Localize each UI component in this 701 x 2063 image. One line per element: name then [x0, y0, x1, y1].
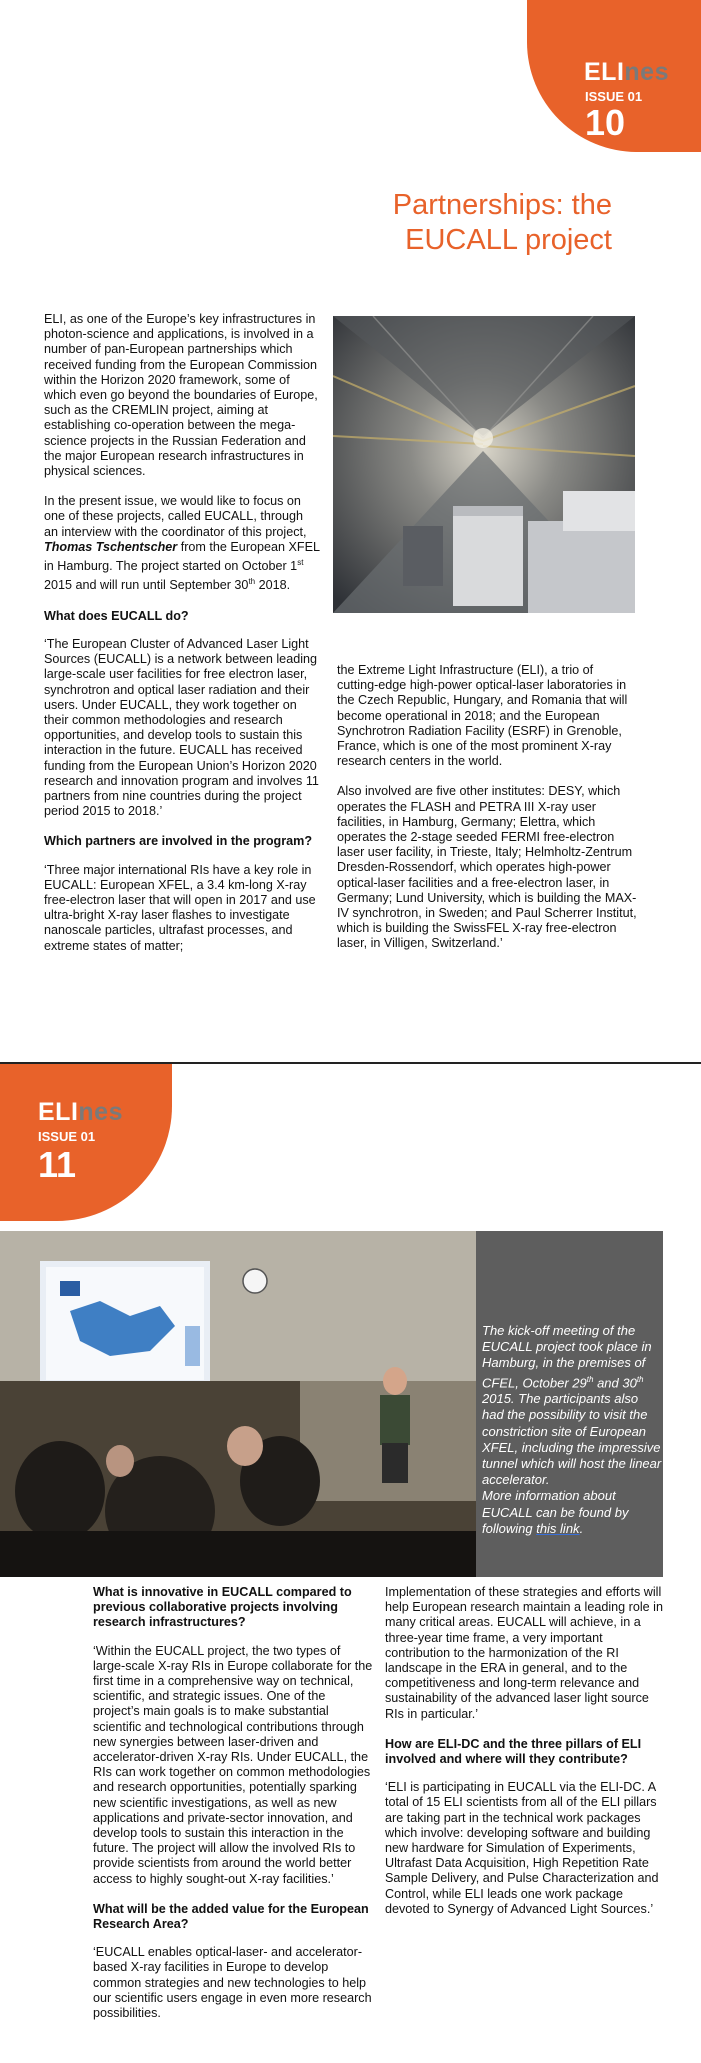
right-column: [385, 1585, 665, 1932]
tunnel-illustration: [333, 316, 635, 613]
question-added-value: What will be the added value for the European Research Area?: [93, 1901, 369, 1932]
brand-logo: ELInes: [38, 1098, 123, 1126]
focus-paragraph: In the present issue, we would like to focus on one of these projects, called EUCALL, through an interview with the coordinator of this project, Thomas Tschentscher from the European XFEL in Hamburg. The project started on October 1st 2015 and will run until September 30th 2018.: [44, 494, 320, 593]
right-column: [337, 663, 637, 967]
answer-innovative: ‘Within the EUCALL project, the two types of large-scale X-ray RIs in Europe collaborate for the first time in a comprehensive way on technical, scientific, and strategic issues. One of the project’s main goals is to make substantial scientific and technological contributions through new synergies between laser-driven and accelerator-driven X-ray RIs. Under EUCALL, the RIs can work together on common methodologies and research opportunities, potentially sparking new scientific investigations, as well as new applications and private-sector innovation, and develop tools to sustain this interaction in the future. The project will allow the involved RIs to provide scientists from around the world better access to highly sought-out X-ray facilities.’: [93, 1643, 373, 1886]
question-innovative: What is innovative in EUCALL compared to previous collaborative projects involving research infrastructures?: [93, 1585, 352, 1630]
issue-label: ISSUE 01: [585, 89, 643, 104]
answer-added-value: ‘EUCALL enables optical-laser- and accelerator-based X-ray facilities in Europe to develop common strategies and new technologies to help our scientific users engage in even more research possibilities.: [93, 1945, 372, 2021]
question-1: What does EUCALL do?: [44, 608, 189, 623]
title-line-1: Partnerships: the: [392, 189, 612, 221]
left-column: [93, 1585, 375, 2036]
title-line-2: EUCALL project: [405, 224, 612, 256]
institutes-paragraph: Also involved are five other institutes: DESY, which operates the FLASH and PETRA III X-ray user facilities, in Hamburg, Germany; Elettra, which operates the 2-stage seeded FERMI free-electron laser user facility, in Trieste, Italy; Helmholtz-Zentrum Dresden-Rossendorf, which operates high-power optical-laser facilities and a free-electron laser, in Germany; Lund University, which is building the MAX-IV synchrotron, in Sweden; and Paul Scherrer Institut, which is building the SwissFEL X-ray free-electron laser, in Villigen, Switzerland.’: [337, 784, 637, 951]
page-title: [300, 188, 612, 258]
meeting-illustration: [0, 1231, 476, 1577]
photo-caption: The kick-off meeting of the EUCALL project took place in Hamburg, in the premises of CFEL, October 29th and 30th 2015. The participants also had the possibility to visit the constriction site of European XFEL, including the impressive tunnel which will host the linear accelerator. More information about EUCALL can be found by following this link.: [482, 1323, 662, 1536]
implementation-paragraph: Implementation of these strategies and efforts will help European research maintain a leading role in many critical areas. EUCALL will achieve, in a three-year time frame, a very important contribution to the harmonization of the RI landscape in the ERA in general, and to the competitiveness and long-term relevance and sustainability of the advanced laser light source RIs in particular.’: [385, 1585, 663, 1721]
intro-paragraph: ELI, as one of the Europe’s key infrastructures in photon-science and applications, is involved in a number of pan-European partnerships which received funding from the European Commission within the Horizon 2020 framework, some of which even go beyond the boundaries of Europe, such as the CREMLIN project, aiming at establishing co-operation between the mega-science projects in the Russian Federation and the major European research infrastructures in physical sciences.: [44, 312, 318, 479]
eli-esrf-paragraph: the Extreme Light Infrastructure (ELI), a trio of cutting-edge high-power optical-laser laboratories in the Czech Republic, Hungary, and Romania that will become operational in 2018; and the European Synchrotron Radiation Facility (ESRF) in Grenoble, France, which is one of the most prominent X-ray research centers in the world.: [337, 663, 628, 769]
page-number: 11: [38, 1144, 77, 1185]
answer-eli-dc: ‘ELI is participating in EUCALL via the ELI-DC. A total of 15 ELI scientists from all of the ELI pillars are taking part in the technical work packages which involve: developing software and building new hardware for Simulation of Experiments, Ultrafast Data Acquisition, High Repetition Rate Sample Delivery, and Pulse Characterization and Control, while ELI leads one work package devoted to Synergy of Advanced Light Sources.’: [385, 1780, 659, 1916]
page-number: 10: [585, 102, 626, 143]
answer-2: ‘Three major international RIs have a key role in EUCALL: European XFEL, a 3.4 km-long X-ray free-electron laser that will open in 2017 and use ultra-bright X-ray laser flashes to investigate nanoscale particles, ultrafast processes, and extreme states of matter;: [44, 862, 316, 953]
eucall-info-link[interactable]: this link: [536, 1520, 580, 1536]
meeting-photo: [0, 1231, 476, 1577]
tunnel-photo: [333, 316, 635, 613]
page-11: [0, 1064, 701, 2063]
answer-1: ‘The European Cluster of Advanced Laser Light Sources (EUCALL) is a network between leading large-scale user facilities for free electron laser, synchrotron and optical laser radiation and their users. Under EUCALL, they work together on their common methodologies and research opportunities, and develop tools to sustain this interaction in the future. EUCALL has received funding from the European Union’s Horizon 2020 research and innovation program and involves 11 partners from nine countries during the project period 2015 to 2018.’: [44, 637, 319, 819]
photo-caption-box: [476, 1231, 663, 1577]
issue-label: ISSUE 01: [38, 1129, 96, 1144]
question-2: Which partners are involved in the program?: [44, 834, 313, 849]
brand-logo: ELInes: [584, 58, 669, 86]
left-column: [44, 312, 320, 969]
coordinator-name: Thomas Tschentscher: [44, 539, 178, 554]
question-eli-dc: How are ELI-DC and the three pillars of ELI involved and where will they contribute?: [385, 1736, 642, 1767]
